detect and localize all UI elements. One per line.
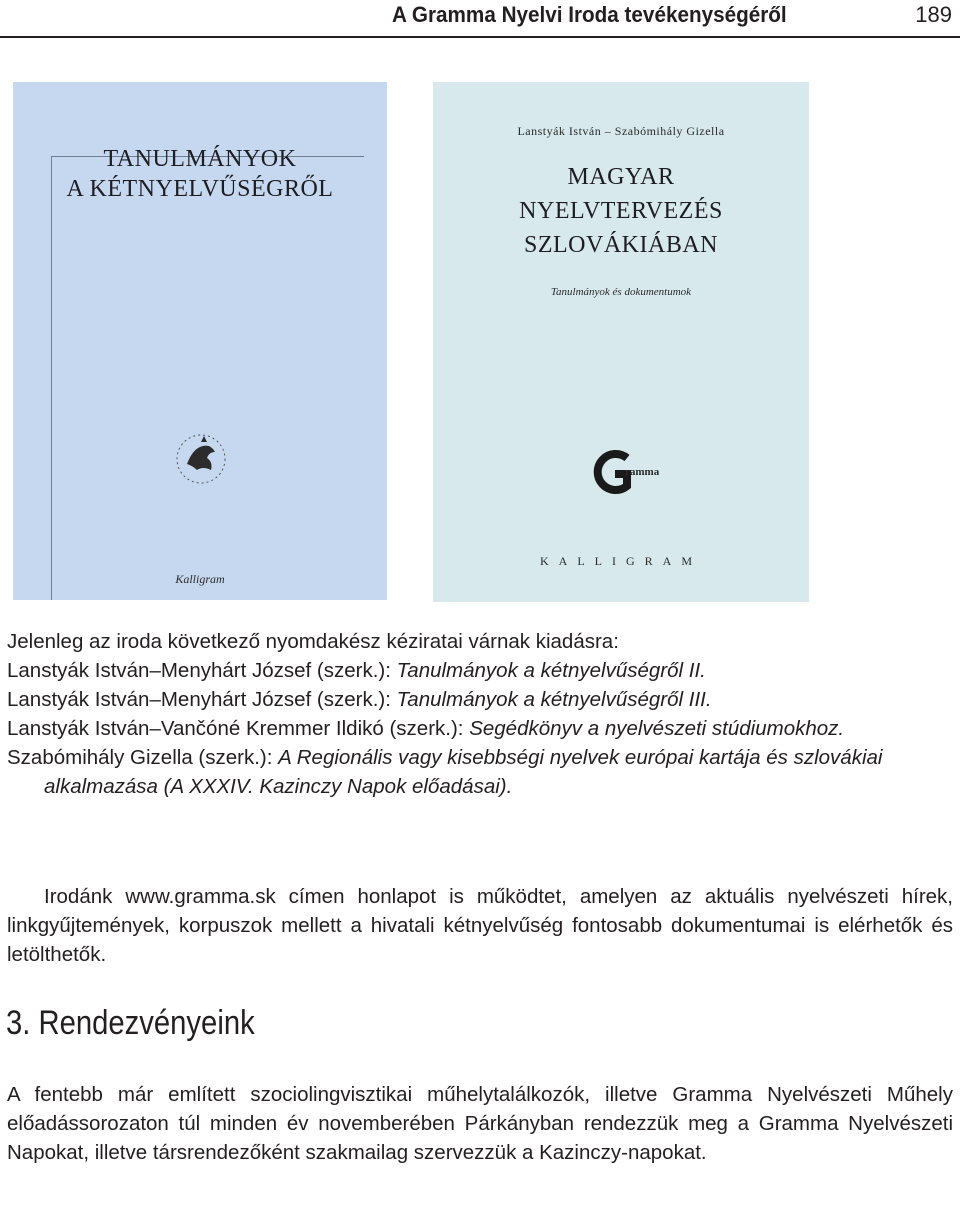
manuscript-item xyxy=(7,685,953,714)
book-cover-tanulmanyok xyxy=(13,82,387,600)
manuscript-item xyxy=(7,656,953,685)
running-header xyxy=(0,0,960,38)
cover-title-line-1: TANULMÁNYOK xyxy=(103,146,297,172)
cover-frame-line xyxy=(51,156,364,600)
section-heading: 3. Rendezvényeink xyxy=(6,1004,255,1042)
cover-publisher: Kalligram xyxy=(175,572,225,586)
section-paragraph-text: A fentebb már említett szociolingvisztikai műhelytalálkozók, illetve Gramma Nyelvészeti Műhely előadássorozaton túl minden év novemberében Párkányban rendezzük meg a Gramma Nyelvészeti Napokat, illetve társrendezőként szakmailag szervezzük a Kazinczy-napokat. xyxy=(7,1083,953,1164)
manuscript-title: Tanulmányok a kétnyelvűségről II. xyxy=(396,659,706,682)
horse-rider-logo-icon xyxy=(171,430,231,488)
running-header-title: A Gramma Nyelvi Iroda tevékenységéről xyxy=(392,2,787,27)
cover-authors: Lanstyák István – Szabómihály Gizella xyxy=(517,124,725,138)
manuscript-item xyxy=(7,714,953,743)
manuscripts-list xyxy=(7,627,953,801)
section-paragraph xyxy=(7,1080,953,1167)
manuscript-authors: Lanstyák István–Menyhárt József (szerk.): xyxy=(7,688,397,711)
book-cover-magyar-nyelvtervezes xyxy=(433,82,809,602)
manuscript-title: Segédkönyv a nyelvészeti stúdiumokhoz. xyxy=(469,717,845,740)
manuscript-item xyxy=(7,743,953,801)
page-number: 189 xyxy=(915,2,952,27)
cover-title-line-3: SZLOVÁKIÁBAN xyxy=(524,232,718,258)
cover-title-line-1: MAGYAR xyxy=(567,164,675,190)
manuscripts-intro: Jelenleg az iroda következő nyomdakész kéziratai várnak kiadásra: xyxy=(7,630,619,653)
website-paragraph xyxy=(7,882,953,969)
manuscript-authors: Lanstyák István–Menyhárt József (szerk.): xyxy=(7,659,397,682)
cover-publisher: KALLIGRAM xyxy=(540,554,702,568)
cover-title-line-2: NYELVTERVEZÉS xyxy=(519,198,723,224)
manuscript-authors: Szabómihály Gizella (szerk.): xyxy=(7,746,279,769)
website-paragraph-text: Irodánk www.gramma.sk címen honlapot is működtet, amelyen az aktuális nyelvészeti hírek, linkgyűjtemények, korpuszok mellett a hivatali kétnyelvűség fontosabb dokumentumai is elérhetők és letölthetők. xyxy=(7,885,953,966)
manuscript-title: Tanulmányok a kétnyelvűségről III. xyxy=(396,688,712,711)
manuscript-authors: Lanstyák István–Vančóné Kremmer Ildikó (szerk.): xyxy=(7,717,470,740)
cover-logo-text: ramma xyxy=(625,466,660,478)
manuscript-title: A Regionális vagy kisebbségi nyelvek európai kartája és szlovákiai alkalmazása (A XXXIV. Kazinczy Napok előadásai). xyxy=(44,746,883,798)
cover-subtitle: Tanulmányok és dokumentumok xyxy=(550,286,692,298)
cover-title-line-2: A KÉTNYELVŰSÉGRŐL xyxy=(66,176,334,202)
